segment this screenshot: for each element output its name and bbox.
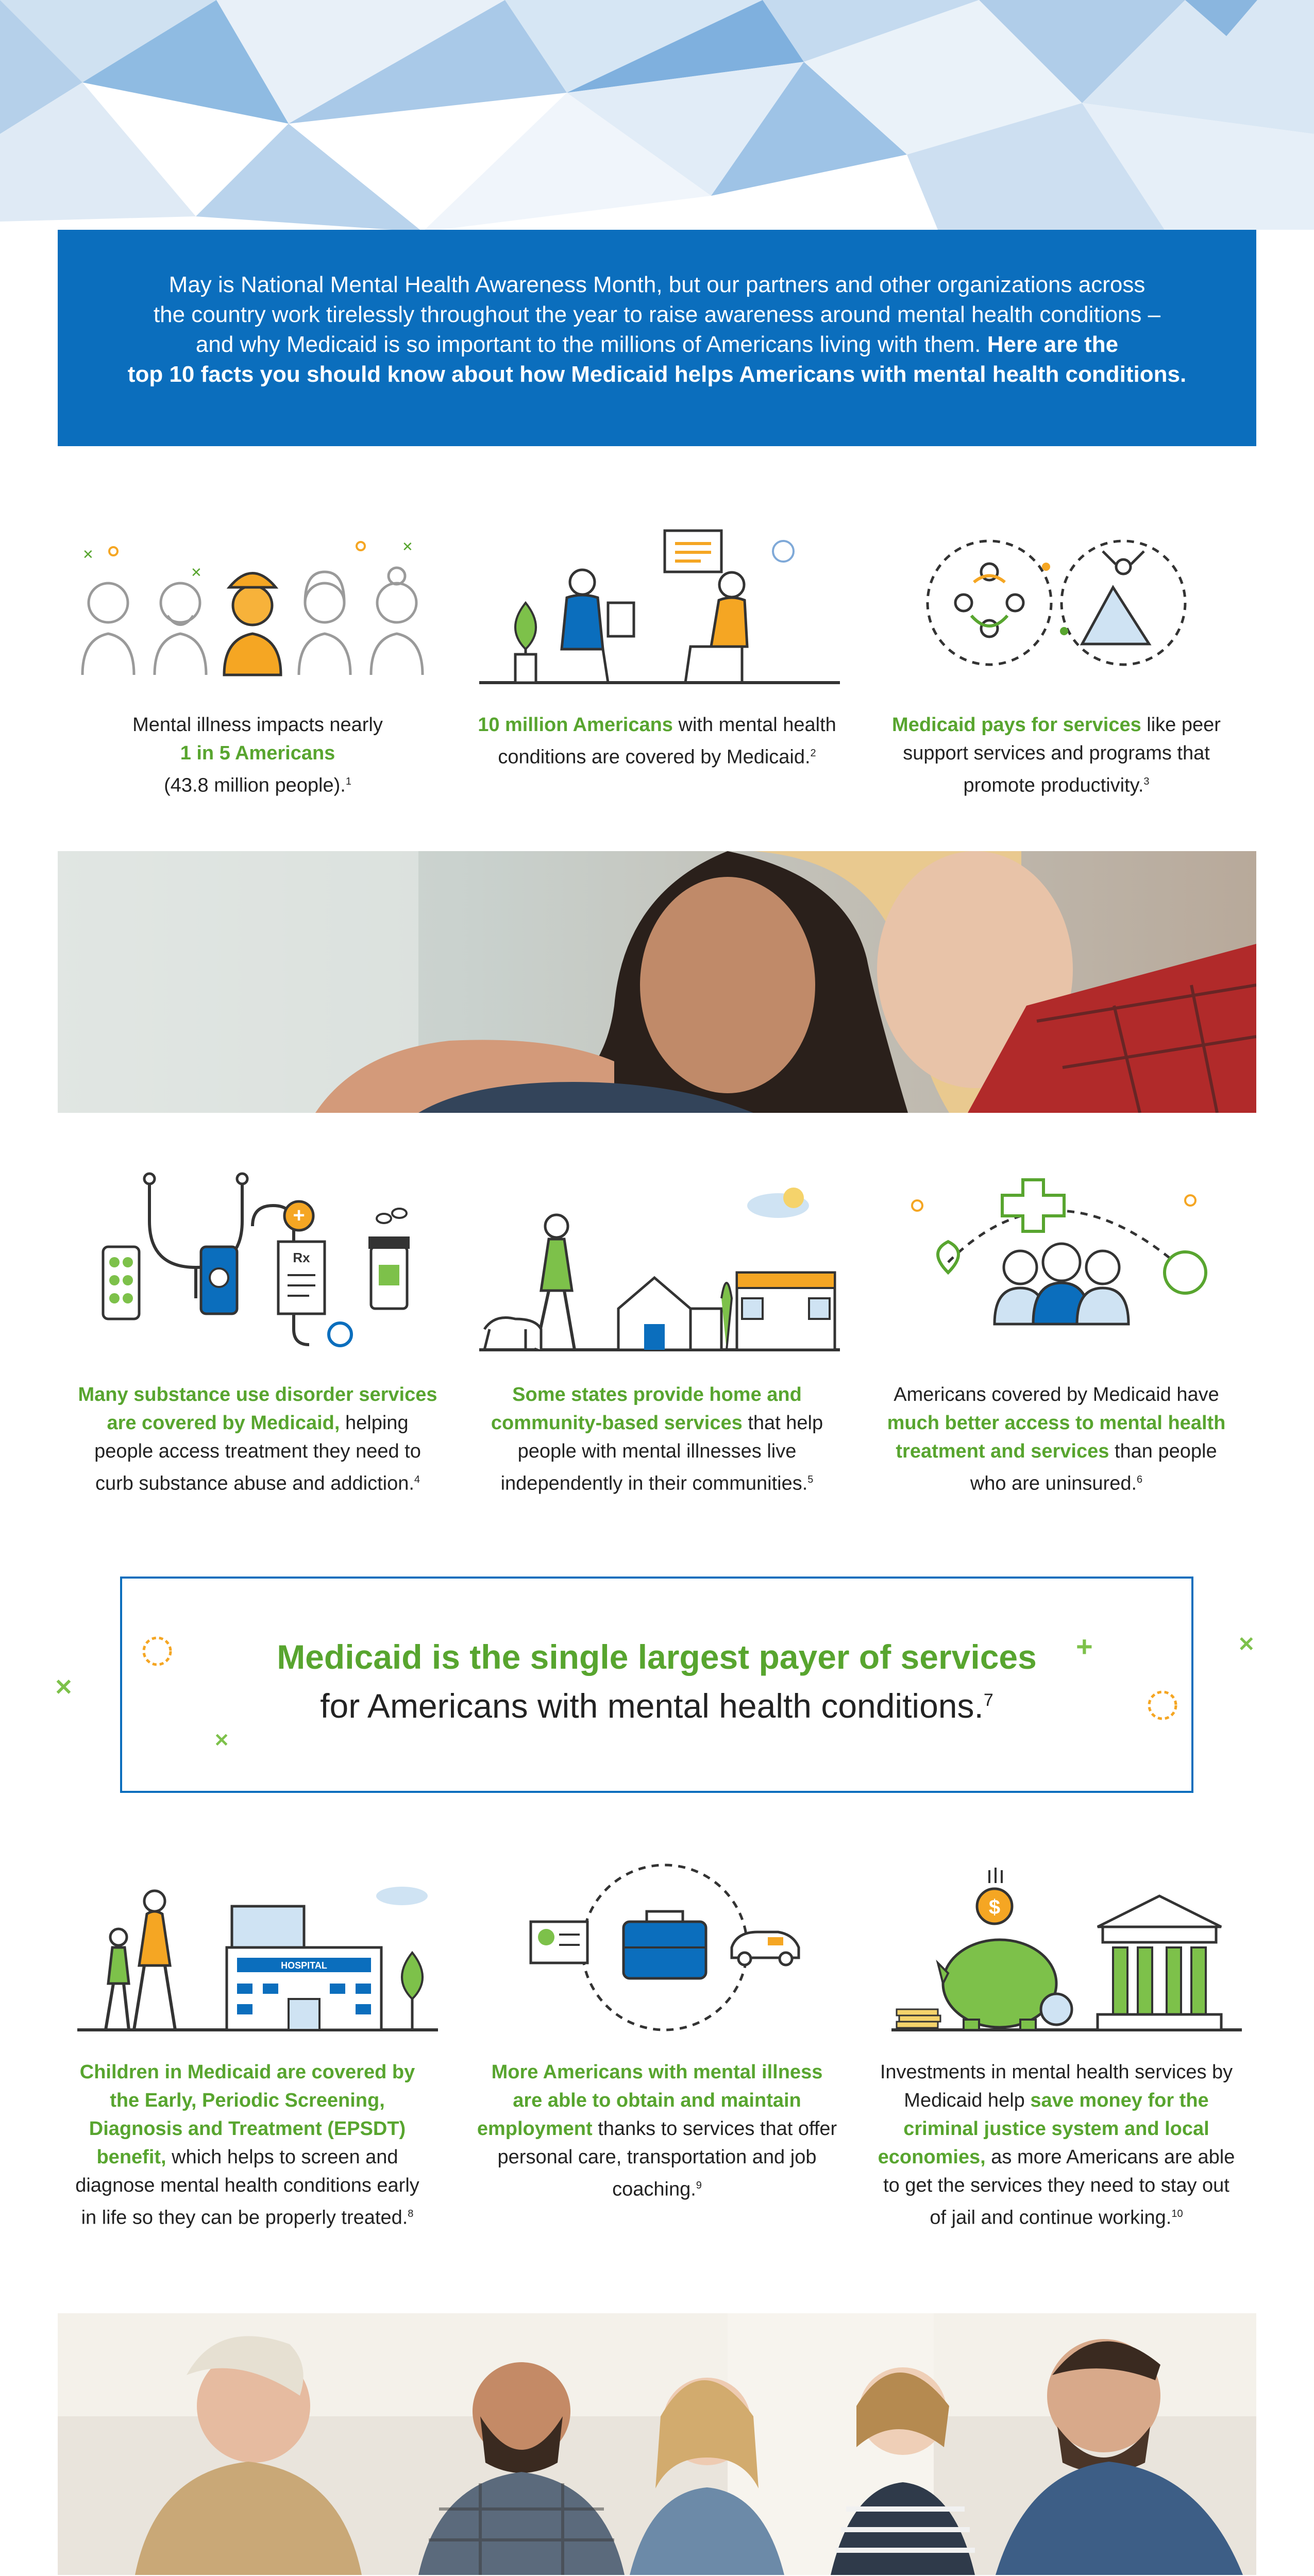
callout-ref: 7 bbox=[983, 1690, 993, 1710]
fact-3-post: like peer support services and programs that promote productivity. bbox=[903, 714, 1221, 796]
fact-9-ref: 10 bbox=[1171, 2208, 1183, 2219]
fact-2-post: with mental health conditions are covered by Medicaid. bbox=[498, 714, 836, 768]
savings-icon bbox=[886, 1855, 1247, 2040]
fact-5-ref: 5 bbox=[807, 1474, 814, 1485]
fact-6 bbox=[876, 1381, 1237, 1498]
fact-4-highlight: Many substance use disorder services are covered by Medicaid, bbox=[78, 1384, 437, 1434]
community-living-icon bbox=[474, 1175, 845, 1360]
fact-6-ref: 6 bbox=[1137, 1474, 1143, 1485]
fact-3 bbox=[876, 711, 1237, 800]
access-to-care-icon bbox=[897, 1170, 1226, 1355]
fact-2-highlight: 10 million Americans bbox=[478, 714, 673, 736]
fact-1 bbox=[77, 711, 438, 800]
fact-4-ref: 4 bbox=[414, 1474, 420, 1485]
fact-1-highlight: 1 in 5 Americans bbox=[180, 742, 335, 764]
fact-9-pre: Investments in mental health services by Medicaid help bbox=[880, 2061, 1233, 2111]
intro-line-3: and why Medicaid is so important to the millions of Americans living with them. bbox=[195, 332, 981, 357]
fact-3-ref: 3 bbox=[1143, 776, 1150, 787]
fact-1-post: (43.8 million people). bbox=[164, 774, 346, 796]
fact-4-post: helping people access treatment they need to curb substance abuse and addiction. bbox=[94, 1412, 421, 1495]
fact-9 bbox=[876, 2058, 1237, 2232]
svg-text:✕: ✕ bbox=[54, 1675, 73, 1700]
callout-headline: Medicaid is the single largest payer of services bbox=[277, 1638, 1037, 1676]
largest-payer-callout bbox=[120, 1577, 1193, 1793]
fact-2-ref: 2 bbox=[810, 748, 816, 759]
counseling-session-icon bbox=[474, 526, 845, 690]
coin-symbol: $ bbox=[988, 1896, 1001, 1919]
photo-two-women bbox=[58, 851, 1256, 1113]
fact-8-highlight: More Americans with mental illness are able to obtain and maintain employment bbox=[477, 2061, 823, 2140]
fact-8-ref: 9 bbox=[696, 2180, 702, 2191]
svg-text:+: + bbox=[1076, 1630, 1093, 1663]
fact-3-highlight: Medicaid pays for services bbox=[892, 714, 1141, 736]
fact-1-pre: Mental illness impacts nearly bbox=[132, 714, 383, 736]
intro-line-4-bold: top 10 facts you should know about how Medicaid helps Americans with mental health conditions. bbox=[127, 362, 1187, 387]
fact-5-highlight: Some states provide home and community-based services bbox=[491, 1384, 802, 1434]
fact-7-highlight: Children in Medicaid are covered by the Early, Periodic Screening, Diagnosis and Treatment (EPSDT) benefit, bbox=[79, 2061, 415, 2168]
hospital-sign: HOSPITAL bbox=[281, 1960, 327, 1971]
fact-6-pre: Americans covered by Medicaid have bbox=[894, 1384, 1219, 1405]
people-group-icon bbox=[72, 520, 443, 685]
fact-1-ref: 1 bbox=[345, 776, 351, 787]
fact-6-highlight: much better access to mental health treatment and services bbox=[887, 1412, 1226, 1462]
fact-7-ref: 8 bbox=[408, 2208, 414, 2219]
fact-8-post: thanks to services that offer personal care, transportation and job coaching. bbox=[497, 2118, 837, 2200]
svg-text:✕: ✕ bbox=[1238, 1633, 1255, 1656]
svg-text:✕: ✕ bbox=[82, 547, 94, 562]
intro-line-2: the country work tirelessly throughout the year to raise awareness around mental health conditions – bbox=[153, 302, 1161, 327]
employment-icon bbox=[526, 1850, 804, 2045]
peer-support-icon bbox=[907, 515, 1216, 690]
intro-line-3-bold: Here are the bbox=[987, 332, 1119, 357]
header-decoration bbox=[0, 0, 1314, 268]
fact-5-post: that help people with mental illnesses live independently in their communities. bbox=[500, 1412, 823, 1495]
fact-7-post: which helps to screen and diagnose mental health conditions early in life so they can be properly treated. bbox=[75, 2146, 419, 2229]
rx-symbol: Rx bbox=[293, 1250, 310, 1265]
fact-2 bbox=[477, 711, 837, 772]
fact-5 bbox=[477, 1381, 837, 1498]
callout-subline: for Americans with mental health conditions. bbox=[320, 1687, 984, 1725]
fact-9-highlight: save money for the criminal justice system and local economies, bbox=[878, 2090, 1209, 2168]
svg-text:✕: ✕ bbox=[191, 565, 202, 580]
svg-text:✕: ✕ bbox=[214, 1730, 230, 1751]
fact-4 bbox=[77, 1381, 438, 1498]
svg-text:✕: ✕ bbox=[402, 539, 413, 554]
hospital-family-icon bbox=[72, 1875, 443, 2040]
fact-7 bbox=[67, 2058, 428, 2232]
intro-banner bbox=[58, 230, 1256, 446]
svg-text:+: + bbox=[293, 1204, 305, 1227]
treatment-tools-icon bbox=[98, 1164, 428, 1360]
photo-support-group bbox=[58, 2313, 1256, 2575]
fact-8 bbox=[477, 2058, 837, 2204]
intro-line-1: May is National Mental Health Awareness Month, but our partners and other organizations across bbox=[169, 272, 1145, 297]
fact-6-post: than people who are uninsured. bbox=[970, 1440, 1217, 1495]
fact-9-post: as more Americans are able to get the services they need to stay out of jail and continue working. bbox=[883, 2146, 1235, 2229]
